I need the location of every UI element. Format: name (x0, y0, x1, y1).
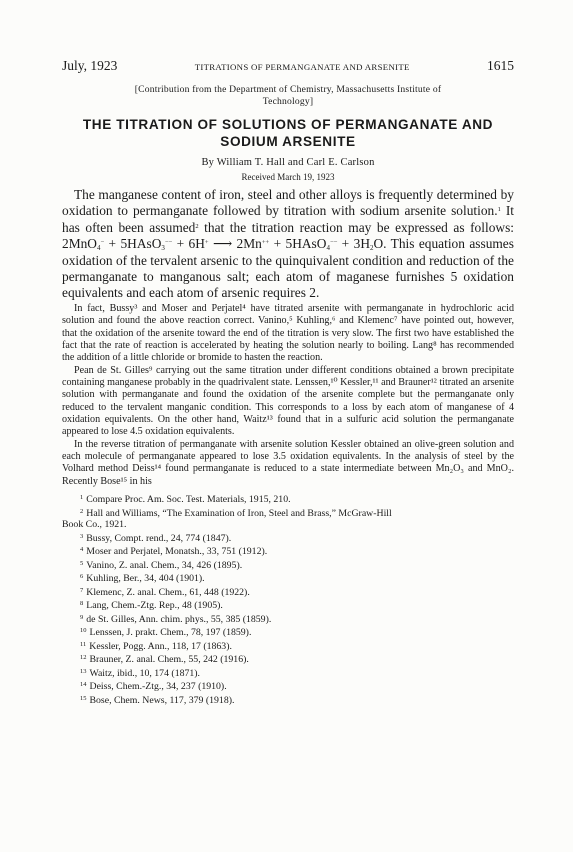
contribution-note (62, 84, 514, 108)
footnote-number: 10 (80, 627, 87, 634)
footnote-number: 5 (80, 559, 84, 567)
footnote-number: 9 (80, 613, 84, 621)
sup-plus: + (204, 239, 209, 247)
footnote (62, 652, 514, 666)
footnote-number: 14 (80, 681, 87, 688)
footnote (62, 639, 514, 653)
paper-title (62, 116, 514, 150)
lead-text-8: + 3H (337, 236, 370, 252)
footnote-text: Bose, Chem. News, 117, 379 (1918). (89, 694, 235, 706)
footnote (62, 544, 514, 558)
lead-text-5: + 6H (172, 236, 205, 252)
footnote-number: 12 (80, 654, 87, 661)
footnote-text: Brauner, Z. anal. Chem., 55, 242 (1916). (89, 654, 249, 665)
footnote-ref-1: 1 (497, 206, 501, 214)
footnote-number: 15 (80, 694, 87, 702)
footnote-number: 7 (80, 586, 84, 594)
title-line-2: SODIUM ARSENITE (220, 134, 356, 149)
footnote (62, 598, 514, 612)
body-paragraph-3: In the reverse titration of permanganate with arsenite solution Kessler obtained an olive-green solution and each molecule of permanganate appeared to lose 3.5 oxidation equivalents. In the analysis of steel by the Volhard method Deiss¹⁴ found permanganate is reduced to a state intermediate between Mn₂O₃ and MnO₂. Recently Bose¹⁵ in his (62, 438, 514, 487)
received-date: Received March 19, 1923 (241, 172, 335, 182)
page-number: 1615 (487, 58, 514, 73)
footnote (62, 571, 514, 585)
footnote-text: Book Co., 1921. (62, 519, 127, 530)
footnote-number: 13 (80, 667, 87, 675)
footnote (62, 492, 514, 506)
journal-page (62, 58, 514, 706)
sup-plus-plus: ++ (261, 239, 270, 247)
footnote-text: Kuhling, Ber., 34, 404 (1901). (86, 573, 205, 584)
footnote (62, 531, 514, 545)
footnote (62, 625, 514, 639)
footnote (62, 585, 514, 599)
running-title: TITRATIONS OF PERMANGANATE AND ARSENITE (194, 62, 410, 72)
footnote-text: Bussy, Compt. rend., 24, 774 (1847). (86, 532, 232, 544)
footnote-number: 2 (80, 507, 84, 515)
sub-3: 3 (161, 244, 165, 253)
footnote-text: Moser and Perjatel, Monatsh., 33, 751 (1912). (86, 546, 268, 557)
footnote (62, 558, 514, 572)
body-paragraph-2: Pean de St. Gilles⁹ carrying out the same titration under different conditions obtained a brown precipitate containing manganese probably in the quadrivalent state. Lenssen,¹⁰ Kessler,¹¹ and Brauner¹² titrated an arsenite solution with permanganate and found the oxidation of the arsenite complete but the permanganate only reduced to the tervalent manganic condition. This corresponds to a loss by each atom of manganese of 4 oxidation equivalents. On the other hand, Waitz¹³ found that in a sulfuric acid solution the permanganate appeared to lose 4.5 oxidation equivalents. (62, 364, 514, 438)
title-line-1: THE TITRATION OF SOLUTIONS OF PERMANGANATE AND (82, 117, 494, 132)
footnote (62, 693, 514, 707)
footnote-text: Lenssen, J. prakt. Chem., 78, 197 (1859). (89, 627, 252, 638)
footnote-text: Hall and Williams, “The Examination of Iron, Steel and Brass,” McGraw-Hill (86, 507, 392, 519)
body-paragraph-1: In fact, Bussy³ and Moser and Perjatel⁴ have titrated arsenite with permanganate in hydrochloric acid solution and found the above reaction correct. Vanino,⁵ Kuhling,⁶ and Klemenc⁷ have pointed out, however, that the oxidation of the arsenite toward the end of the titration is very slow. The first two have established the fact that the rate of reaction is accelerated by heating the solution nearly to boiling. Lang⁸ has recommended the addition of a little chloride or bromide to hasten the reaction. (62, 302, 514, 364)
footnote (62, 519, 514, 531)
lead-text-3: that the titration reaction may be expressed as follows: 2MnO (62, 219, 514, 252)
lead-text-9: O. This equation assumes oxidation of the tervalent arsenic to the quinquivalent condition and reduction of the permanganate to manganous salt; each atom of maganese furnishes 5 oxidation equivalents and each atom of arsenic requires 2. (62, 236, 514, 301)
sub-4: 4 (96, 244, 101, 253)
sub-2: 2 (369, 244, 374, 253)
footnote (62, 506, 514, 520)
sup-minus: − (100, 239, 105, 247)
footnote-text: Vanino, Z. anal. Chem., 34, 426 (1895). (86, 559, 243, 571)
footnote-text: Lang, Chem.-Ztg. Rep., 48 (1905). (86, 600, 223, 611)
footnote-text: de St. Gilles, Ann. chim. phys., 55, 385 (1859). (86, 613, 272, 625)
lead-text-7: + 5HAsO (269, 236, 327, 252)
footnote-ref-2: 2 (195, 222, 199, 230)
sup-minus-minus-b: −− (329, 239, 338, 247)
contribution-line-2: Technology] (262, 96, 314, 107)
footnote-number: 11 (80, 640, 87, 648)
footnote-text: Klemenc, Z. anal. Chem., 61, 448 (1922). (86, 586, 250, 598)
footnote-number: 6 (80, 573, 84, 580)
sup-minus-minus: −− (164, 239, 173, 247)
footnote-number: 8 (80, 600, 84, 607)
footnote-text: Compare Proc. Am. Soc. Test. Materials, 1915, 210. (86, 494, 291, 505)
contribution-line-1: [Contribution from the Department of Chemistry, Massachusetts Institute of (134, 84, 442, 95)
lead-paragraph (62, 187, 514, 302)
lead-text-1: The manganese content of iron, steel and other alloys is frequently determined by oxidation to permanganate followed by titration with sodium arsenite solution. (62, 187, 514, 219)
footnotes (62, 492, 514, 706)
footnote-text: Kessler, Pogg. Ann., 118, 17 (1863). (89, 640, 232, 652)
footnote-number: 4 (80, 546, 84, 553)
lead-text-2: It has often been assumed (62, 203, 514, 235)
footnote-text: Waitz, ibid., 10, 174 (1871). (89, 667, 200, 679)
footnote-text: Deiss, Chem.-Ztg., 34, 237 (1910). (89, 681, 227, 692)
running-head (62, 58, 514, 74)
lead-text-6: ⟶ 2Mn (208, 236, 262, 252)
lead-text-4: + 5HAsO (104, 236, 162, 252)
footnote-number: 3 (80, 532, 84, 540)
footnote (62, 612, 514, 626)
footnote-number: 1 (80, 494, 84, 501)
footnote (62, 666, 514, 680)
author-byline: By William T. Hall and Carl E. Carlson (201, 157, 375, 168)
footnote (62, 679, 514, 693)
issue-date: July, 1923 (62, 58, 118, 73)
sub-4b: 4 (326, 244, 330, 253)
